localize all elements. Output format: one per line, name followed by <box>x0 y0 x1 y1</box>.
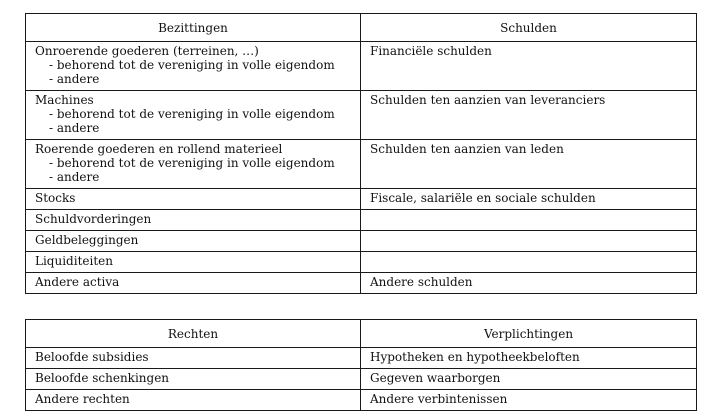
table-row <box>26 273 697 294</box>
table-row <box>26 140 697 189</box>
asset-sub-label: - andere <box>49 72 100 86</box>
asset-cell: Andere activa <box>26 273 361 294</box>
obligation-cell: Hypotheken en hypotheekbeloften <box>361 348 697 369</box>
asset-sub-label: - behorend tot de vereniging in volle eigendom <box>49 58 335 72</box>
table-row <box>26 231 697 252</box>
header-rights: Rechten <box>26 320 361 348</box>
asset-label: Machines <box>35 93 94 107</box>
liability-cell: Schulden ten aanzien van leden <box>361 140 697 189</box>
liability-cell: Schulden ten aanzien van leveranciers <box>361 91 697 140</box>
asset-label: Onroerende goederen (terreinen, …) <box>35 44 259 58</box>
asset-sub-label: - andere <box>49 121 100 135</box>
header-assets: Bezittingen <box>26 14 361 42</box>
obligation-cell: Andere verbintenissen <box>361 390 697 411</box>
table-header-row <box>26 14 697 42</box>
asset-cell <box>26 91 361 140</box>
table-row <box>26 210 697 231</box>
asset-sub-label: - behorend tot de vereniging in volle eigendom <box>49 156 335 170</box>
right-cell: Andere rechten <box>26 390 361 411</box>
header-obligations: Verplichtingen <box>361 320 697 348</box>
asset-cell <box>26 140 361 189</box>
asset-sub-label: - andere <box>49 170 100 184</box>
table-row <box>26 91 697 140</box>
header-liabilities: Schulden <box>361 14 697 42</box>
liability-cell: Fiscale, salariële en sociale schulden <box>361 189 697 210</box>
table-row <box>26 390 697 411</box>
table-row <box>26 369 697 390</box>
right-cell: Beloofde subsidies <box>26 348 361 369</box>
table-header-row <box>26 320 697 348</box>
table-row <box>26 189 697 210</box>
table-row <box>26 42 697 91</box>
asset-cell <box>26 42 361 91</box>
asset-cell: Liquiditeiten <box>26 252 361 273</box>
obligation-cell: Gegeven waarborgen <box>361 369 697 390</box>
table-row <box>26 348 697 369</box>
liability-cell <box>361 231 697 252</box>
table-row <box>26 252 697 273</box>
right-cell: Beloofde schenkingen <box>26 369 361 390</box>
liability-cell: Andere schulden <box>361 273 697 294</box>
asset-cell: Schuldvorderingen <box>26 210 361 231</box>
liability-cell <box>361 252 697 273</box>
asset-cell: Geldbeleggingen <box>26 231 361 252</box>
rights-obligations-table <box>25 319 697 411</box>
asset-sub-label: - behorend tot de vereniging in volle eigendom <box>49 107 335 121</box>
liability-cell: Financiële schulden <box>361 42 697 91</box>
asset-label: Roerende goederen en rollend materieel <box>35 142 283 156</box>
asset-cell: Stocks <box>26 189 361 210</box>
liability-cell <box>361 210 697 231</box>
assets-liabilities-table <box>25 13 697 294</box>
